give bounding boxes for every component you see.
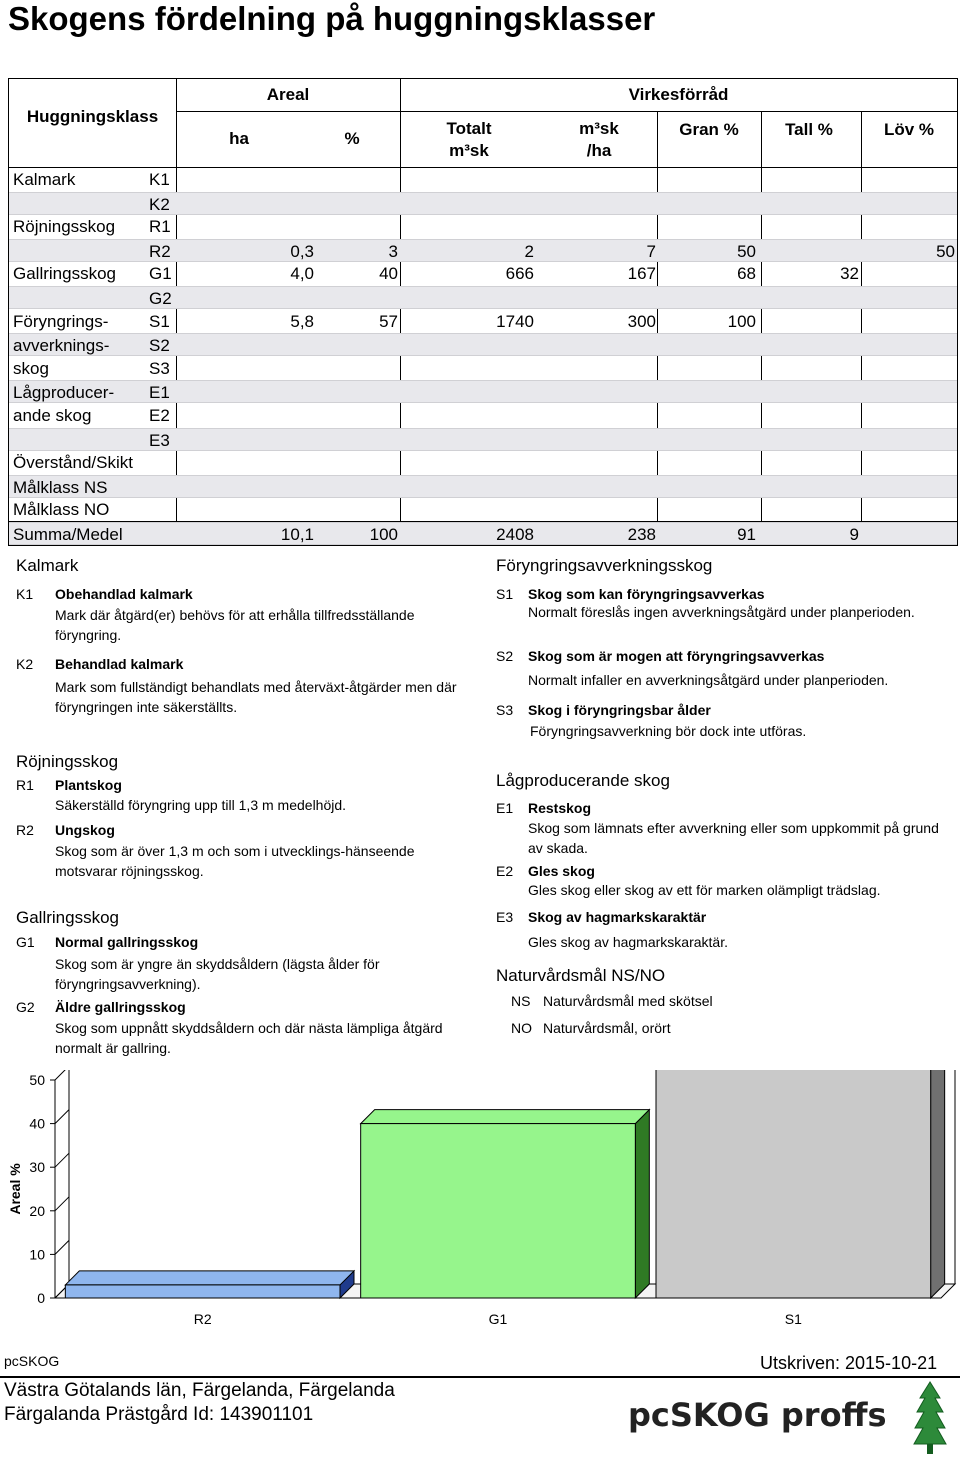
pcskog-logo: pcSKOG proffs: [628, 1396, 887, 1434]
table-row: [9, 357, 957, 380]
areal-bar-chart: [0, 1070, 960, 1340]
legend-title: Normal gallringsskog: [55, 934, 199, 950]
page-title: Skogens fördelning på huggningsklasser: [8, 0, 656, 37]
cell-pct: 3: [388, 241, 398, 261]
row-label: Kalmark: [13, 170, 76, 189]
row-label: Lågproducer-: [13, 383, 115, 403]
legend-natur-heading: Naturvårdsmål NS/NO: [496, 966, 666, 985]
cell-pct: 57: [379, 311, 398, 331]
legend-desc: Gles skog av hagmarkskaraktär.: [528, 934, 728, 950]
legend-title: Behandlad kalmark: [55, 656, 184, 672]
footer-property: Färgalanda Prästgård Id: 143901101: [4, 1404, 314, 1425]
cell-m3ha: 300: [627, 311, 656, 331]
table-row: [9, 310, 957, 333]
bar-G1: [361, 1124, 636, 1298]
header-divider: [176, 111, 957, 112]
legend-title: Plantskog: [55, 777, 122, 793]
table-row: [9, 239, 957, 262]
row-label: Målklass NO: [13, 500, 110, 520]
legend-code: S3: [496, 702, 514, 718]
header-totalt-unit: m³sk: [449, 141, 489, 160]
y-tick-depth: [55, 1153, 69, 1167]
cell-tall: 9: [849, 525, 859, 544]
footer-location: Västra Götalands län, Färgelanda, Färgelanda: [4, 1380, 395, 1401]
table-row: [9, 475, 957, 498]
legend-code: E3: [496, 909, 514, 925]
table-row: [9, 215, 957, 238]
row-code: S1: [149, 311, 170, 331]
header-gran: Gran %: [679, 120, 739, 139]
legend-code: G1: [16, 934, 35, 950]
x-tick-label: G1: [488, 1311, 508, 1327]
y-tick-label: 0: [37, 1290, 45, 1306]
row-label: skog: [13, 358, 49, 378]
bar-R2: [65, 1285, 340, 1298]
y-tick-label: 40: [29, 1115, 45, 1132]
row-code: S2: [149, 336, 170, 356]
cell-m3ha: 167: [627, 264, 656, 284]
y-tick-depth: [55, 1070, 69, 1080]
legend-desc: Naturvårdsmål, orört: [543, 1020, 671, 1036]
footer-brand: pcSKOG: [4, 1353, 60, 1369]
cell-ha: 0,3: [290, 241, 314, 261]
y-tick-depth: [55, 1197, 69, 1211]
table-row: [9, 498, 957, 521]
row-code: E1: [149, 383, 170, 403]
legend-code: R2: [16, 822, 34, 838]
cell-gran: 68: [737, 264, 756, 284]
legend-code: K1: [16, 586, 34, 602]
header-m3sk-ha: m³sk: [579, 119, 619, 138]
legend-title: Skog i föryngringsbar ålder: [528, 702, 711, 718]
x-tick-label: S1: [784, 1311, 802, 1327]
legend-desc: Säkerställd föryngring upp till 1,3 m medelhöjd.: [55, 797, 347, 813]
legend-desc: Skog som är över 1,3 m och som i utvecklings-hänseende motsvarar röjningsskog.: [55, 843, 415, 879]
bar-top: [65, 1271, 354, 1285]
cell-tall: 32: [840, 264, 859, 284]
legend-code: G2: [16, 999, 35, 1015]
legend-foryngring-heading: Föryngringsavverkningsskog: [496, 556, 713, 575]
legend-title: Skog av hagmarkskaraktär: [528, 909, 707, 925]
header-totalt: Totalt: [446, 119, 492, 138]
row-label: Överstånd/Skikt: [13, 453, 133, 473]
bar-side: [635, 1110, 649, 1298]
legend-kalmark-heading: Kalmark: [16, 556, 79, 575]
legend-title: Skog som är mogen att föryngringsavverkas: [528, 648, 825, 664]
table-row: [9, 380, 957, 403]
cell-lov: 50: [936, 241, 955, 261]
legend-desc: Normalt föreslås ingen avverkningsåtgärd under planperioden.: [528, 604, 915, 620]
row-code: G2: [149, 289, 172, 308]
y-tick-label: 10: [29, 1246, 45, 1263]
table-row: [9, 404, 957, 427]
cell-totalt: 2: [524, 241, 534, 261]
tree-logo-icon: [912, 1380, 948, 1456]
cell-ha: 4,0: [290, 264, 314, 284]
legend-title: Restskog: [528, 800, 592, 816]
footer-divider: [0, 1376, 960, 1378]
header-huggningsklass: Huggningsklass: [26, 107, 159, 126]
legend-code: S1: [496, 586, 514, 602]
row-label: Röjningsskog: [13, 217, 116, 237]
table-row: [9, 168, 957, 191]
legend-desc: Mark som fullständigt behandlats med återväxt-åtgärder men där föryngringen inte säkerställts.: [55, 679, 457, 715]
cell-ha: 10,1: [280, 525, 314, 544]
legend-title: Gles skog: [528, 863, 595, 879]
legend-title: Ungskog: [55, 822, 115, 838]
row-label: Målklass NS: [13, 477, 108, 497]
header-m3sk-ha-unit: /ha: [586, 141, 612, 160]
legend-desc: Mark där åtgärd(er) behövs för att erhålla tillfredsställande föryngring.: [55, 607, 415, 643]
legend-desc: Naturvårdsmål med skötsel: [543, 993, 713, 1009]
cell-gran: 50: [737, 241, 756, 261]
header-lov: Löv %: [883, 120, 935, 139]
y-tick-label: 30: [29, 1159, 45, 1176]
cell-m3ha: 238: [627, 525, 656, 544]
y-tick-depth: [55, 1110, 69, 1124]
header-areal: Areal: [266, 85, 310, 104]
row-label: avverknings-: [13, 336, 110, 356]
legend-desc: Föryngringsavverkning bör dock inte utföras.: [530, 723, 807, 739]
header-pct: %: [344, 129, 360, 148]
legend-code: K2: [16, 656, 34, 672]
cell-totalt: 2408: [496, 525, 534, 544]
legend-lagprod-heading: Lågproducerande skog: [496, 771, 670, 790]
table-row: [9, 428, 957, 451]
cell-m3ha: 7: [646, 241, 656, 261]
cell-pct: 40: [379, 264, 398, 284]
table-row: [9, 333, 957, 356]
row-code: G1: [149, 264, 172, 284]
bar-S1: [656, 1070, 931, 1298]
huggningsklass-table: [8, 78, 958, 546]
row-code: R2: [149, 241, 171, 261]
legend-title: Obehandlad kalmark: [55, 586, 193, 602]
legend-desc: Skog som uppnått skyddsåldern och där nästa lämpliga åtgärd normalt är gallring.: [55, 1020, 443, 1056]
table-row: [9, 286, 957, 309]
legend-rojning-heading: Röjningsskog: [16, 752, 119, 771]
printed-date: Utskriven: 2015-10-21: [760, 1353, 938, 1373]
header-ha: ha: [229, 129, 249, 148]
row-code: S3: [149, 358, 170, 378]
header-virkesforrad: Virkesförråd: [628, 85, 729, 104]
legend-desc: Skog som är yngre än skyddsåldern (lägsta ålder för föryngringsavverkning).: [55, 956, 380, 992]
y-tick-label: 50: [29, 1072, 45, 1088]
table-row: [9, 522, 957, 545]
legend-desc: Skog som lämnats efter avverkning eller som uppkommit på grund av skada.: [528, 820, 939, 856]
row-label: ande skog: [13, 406, 92, 425]
row-code: K2: [149, 194, 170, 214]
cell-totalt: 666: [505, 264, 534, 284]
row-code: R1: [149, 217, 171, 237]
header-tall: Tall %: [785, 120, 833, 139]
legend-title: Skog som kan föryngringsavverkas: [528, 586, 765, 602]
table-row: [9, 451, 957, 474]
y-tick-label: 20: [29, 1202, 45, 1219]
legend-code: NO: [511, 1020, 532, 1036]
legend-desc: Gles skog eller skog av ett för marken olämpligt trädslag.: [528, 882, 881, 898]
row-code: E2: [149, 406, 170, 425]
row-code: K1: [149, 170, 170, 189]
bar-side: [931, 1070, 945, 1298]
legend-code: E1: [496, 800, 514, 816]
cell-gran: 100: [727, 311, 756, 331]
y-axis-label: Areal %: [7, 1163, 23, 1215]
x-tick-label: R2: [193, 1311, 212, 1327]
legend-desc: Normalt infaller en avverkningsåtgärd under planperioden.: [528, 672, 889, 688]
cell-ha: 5,8: [290, 311, 314, 331]
cell-pct: 100: [369, 525, 398, 544]
cell-gran: 91: [737, 525, 756, 544]
table-row: [9, 192, 957, 215]
legend-code: S2: [496, 648, 514, 664]
row-code: E3: [149, 430, 170, 450]
row-label: Gallringsskog: [13, 264, 116, 284]
table-row: [9, 262, 957, 285]
row-label: Föryngrings-: [13, 311, 109, 331]
cell-totalt: 1740: [496, 311, 534, 331]
row-label: Summa/Medel: [13, 525, 123, 544]
legend-code: R1: [16, 777, 34, 793]
legend-code: E2: [496, 863, 514, 879]
bar-top: [361, 1110, 650, 1124]
legend-code: NS: [511, 993, 531, 1009]
legend-gallring-heading: Gallringsskog: [16, 908, 119, 927]
legend-title: Äldre gallringsskog: [55, 999, 186, 1015]
y-tick-depth: [55, 1240, 69, 1254]
